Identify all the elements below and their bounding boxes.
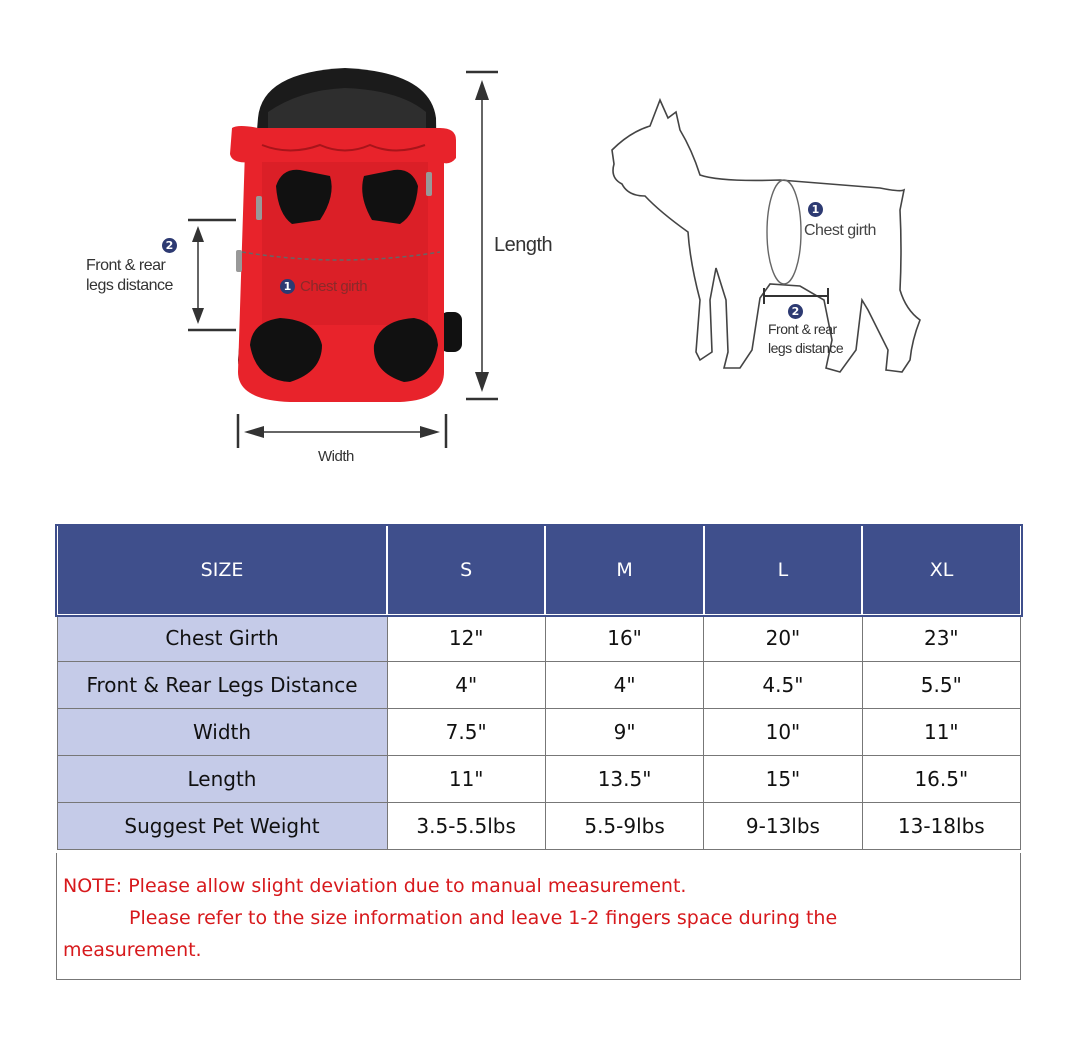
- size-chart-table: [56, 525, 1021, 850]
- row-label: Chest Girth: [57, 615, 387, 662]
- marker-2-icon: 2: [788, 304, 803, 319]
- legs-label-line2: legs distance: [768, 340, 844, 356]
- table-row: [57, 615, 1021, 662]
- table-cell: 16": [545, 615, 703, 662]
- table-cell: 10": [704, 709, 862, 756]
- table-row: [57, 803, 1021, 850]
- header-cell: M: [545, 526, 703, 615]
- table-row: [57, 709, 1021, 756]
- table-cell: 13.5": [545, 756, 703, 803]
- legs-distance-label-right: [768, 320, 843, 358]
- row-label: Suggest Pet Weight: [57, 803, 387, 850]
- chest-girth-label-right: Chest girth: [804, 222, 876, 239]
- table-cell: 15": [704, 756, 862, 803]
- header-cell: L: [704, 526, 862, 615]
- note-box: [56, 853, 1021, 980]
- table-cell: 4.5": [704, 662, 862, 709]
- table-cell: 9-13lbs: [704, 803, 862, 850]
- header-cell: S: [387, 526, 545, 615]
- table-header-row: [57, 526, 1021, 615]
- header-cell: XL: [862, 526, 1020, 615]
- table-cell: 5.5-9lbs: [545, 803, 703, 850]
- row-label: Width: [57, 709, 387, 756]
- table-cell: 23": [862, 615, 1020, 662]
- table-cell: 4": [545, 662, 703, 709]
- row-label: Front & Rear Legs Distance: [57, 662, 387, 709]
- length-label: Length: [494, 234, 553, 256]
- marker-2-icon: 2: [162, 238, 177, 253]
- marker-1-icon: 1: [280, 279, 295, 294]
- table-cell: 13-18lbs: [862, 803, 1020, 850]
- row-label: Length: [57, 756, 387, 803]
- pet-carrier-image: [230, 68, 462, 402]
- note-line-1: NOTE: Please allow slight deviation due to manual measurement.: [63, 875, 687, 897]
- table-cell: 20": [704, 615, 862, 662]
- marker-1-icon: 1: [808, 202, 823, 217]
- table-cell: 3.5-5.5lbs: [387, 803, 545, 850]
- note-line-3: measurement.: [63, 939, 202, 961]
- product-illustration: [0, 0, 1079, 500]
- table-row: [57, 662, 1021, 709]
- chest-girth-label-left: Chest girth: [300, 278, 368, 295]
- table-cell: 12": [387, 615, 545, 662]
- table-row: [57, 756, 1021, 803]
- legs-label-line1: Front & rear: [86, 257, 166, 274]
- width-dimension-arrow: [238, 414, 446, 448]
- legs-distance-label-left: [86, 256, 173, 296]
- table-cell: 7.5": [387, 709, 545, 756]
- table-cell: 16.5": [862, 756, 1020, 803]
- table-cell: 4": [387, 662, 545, 709]
- table-cell: 11": [387, 756, 545, 803]
- table-cell: 9": [545, 709, 703, 756]
- table-cell: 11": [862, 709, 1020, 756]
- legs-label-line1: Front & rear: [768, 321, 837, 337]
- header-cell: SIZE: [57, 526, 387, 615]
- table-cell: 5.5": [862, 662, 1020, 709]
- legs-distance-dimension-arrow: [188, 220, 236, 330]
- legs-label-line2: legs distance: [86, 277, 173, 294]
- width-label: Width: [318, 448, 354, 465]
- note-line-2: Please refer to the size information and leave 1-2 fingers space during the: [129, 907, 838, 929]
